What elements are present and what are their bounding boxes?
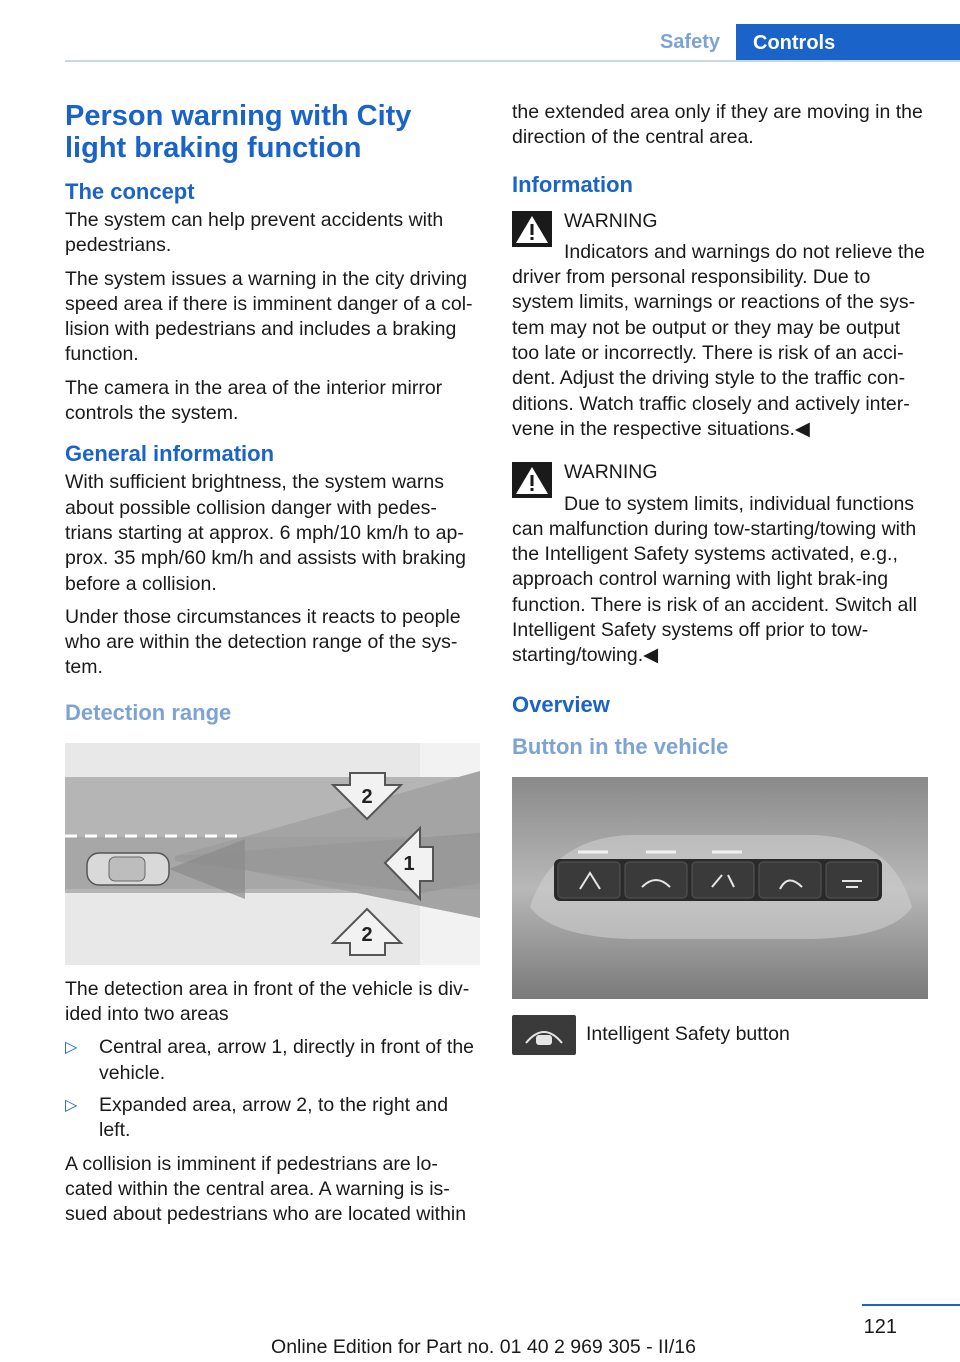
footer-rule (862, 1304, 960, 1306)
warning-block-2 (512, 460, 930, 668)
header-section-tab: Safety (659, 31, 720, 53)
overview-heading: Overview (512, 691, 610, 717)
list-item-text: Expanded area, arrow 2, to the right and left. (99, 1093, 449, 1142)
detection-paragraph-2: A collision is imminent if pedestrians are lo-cated within the central area. A warning is is-sued about pedestrians who are located within (65, 1152, 467, 1226)
warning-label-1: WARNING (564, 209, 658, 232)
page-number: 121 (863, 1316, 897, 1338)
svg-text:2: 2 (361, 923, 373, 946)
right-column (512, 100, 930, 1055)
concept-paragraph-1: The system can help prevent accidents with pedestrians. (65, 209, 444, 257)
header-chapter-tab: Controls (736, 24, 960, 62)
concept-paragraph-3: The camera in the area of the interior mirror controls the system. (65, 376, 443, 425)
button-in-vehicle-heading: Button in the vehicle (512, 733, 729, 759)
list-item (65, 1035, 480, 1086)
warning-text-1: Indicators and warnings do not relieve the driver from personal responsibility. Due to system limits, warnings or reactions of the sys-tem may not be output or they may be output too late or incorrectly. There is risk of an acci-dent. Adjust the driving style to the traffic con-ditions. Watch traffic closely and actively inter-vene in the respective situations.◀ (512, 240, 925, 440)
list-item (65, 1093, 480, 1144)
car-icon (87, 853, 169, 885)
general-paragraph-1: With sufficient brightness, the system warns about possible collision danger with pedes-trians starting at approx. 6 mph/10 km/h to ap-prox. 35 mph/60 km/h and assists with braking before a collision. (65, 471, 467, 595)
svg-text:2: 2 (361, 785, 373, 808)
triangle-right-icon: ▷ (65, 1096, 78, 1114)
page-title: Person warning with City light braking function (65, 100, 412, 164)
button-caption-row (512, 1015, 930, 1055)
left-column (65, 100, 480, 1235)
triangle-right-icon: ▷ (65, 1039, 78, 1057)
intelligent-safety-button-icon (512, 1015, 576, 1055)
edition-line: Online Edition for Part no. 01 40 2 969 305 - II/16 (271, 1336, 696, 1358)
concept-heading: The concept (65, 179, 195, 204)
detection-paragraph-1: The detection area in front of the vehicle is div-ided into two areas (65, 977, 470, 1026)
warning-text-2: Due to system limits, individual functions can malfunction during tow-starting/towing with the Intelligent Safety systems activated, e.g., approach control warning with light brak-ing function. There is risk of an accident. Switch all Intelligent Safety systems off prior to tow-starting/towing.◀ (512, 492, 917, 667)
detection-area-list (65, 1035, 480, 1143)
detection-range-figure (65, 743, 480, 965)
button-caption: Intelligent Safety button (586, 1022, 790, 1045)
general-information-heading: General information (65, 441, 275, 467)
warning-label-2: WARNING (564, 461, 658, 484)
general-paragraph-2: Under those circumstances it reacts to people who are within the detection range of the sys-tem. (65, 605, 461, 679)
warning-triangle-icon (512, 211, 552, 247)
concept-paragraph-2: The system issues a warning in the city driving speed area if there is imminent danger of a col-lision with pedestrians and includes a braking function. (65, 267, 473, 366)
list-item-text: Central area, arrow 1, directly in front of the vehicle. (99, 1036, 475, 1084)
warning-triangle-icon (512, 462, 552, 498)
button-panel-photo (512, 777, 928, 999)
header-rule (65, 60, 960, 62)
information-heading: Information (512, 171, 633, 197)
svg-text:1: 1 (403, 852, 415, 875)
warning-block-1 (512, 209, 930, 443)
continued-paragraph: the extended area only if they are moving in the direction of the central area. (512, 101, 923, 149)
detection-range-heading: Detection range (65, 699, 232, 725)
